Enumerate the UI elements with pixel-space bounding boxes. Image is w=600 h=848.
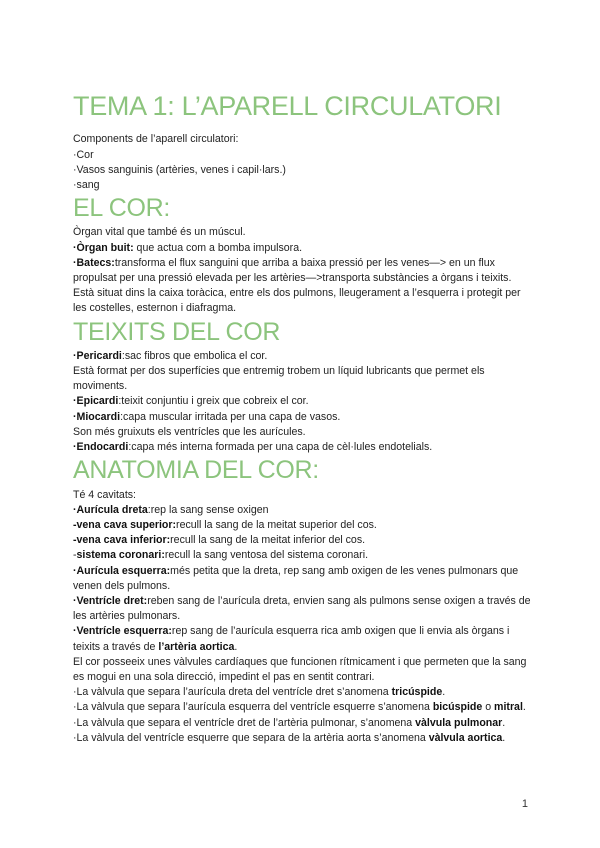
paragraph bbox=[73, 564, 533, 594]
bold-term: vàlvula aortica bbox=[428, 731, 503, 744]
paragraph bbox=[73, 349, 533, 364]
term: ·Ventrícle dret: bbox=[73, 594, 148, 607]
page-number: 1 bbox=[521, 798, 528, 810]
dash: - bbox=[73, 549, 77, 562]
term: ·Pericardi bbox=[73, 349, 122, 362]
connector: o bbox=[482, 701, 495, 714]
paragraph bbox=[73, 548, 533, 563]
paragraph bbox=[73, 394, 533, 409]
sentence: ·La vàlvula del ventrícle esquerre que separa de la artèria aorta s’anomena bbox=[73, 731, 429, 744]
paragraph bbox=[73, 241, 533, 256]
paragraph bbox=[73, 624, 533, 654]
heading-anatomia: ANATOMIA DEL COR: bbox=[73, 456, 319, 485]
term: -vena cava inferior: bbox=[73, 534, 171, 547]
definition: :capa muscular irritada per una capa de vasos. bbox=[120, 410, 341, 423]
definition: :capa més interna formada per una capa de cèl·lules endotelials. bbox=[128, 441, 433, 454]
paragraph bbox=[73, 716, 533, 731]
definition: recull la sang de la meitat inferior del cos. bbox=[170, 534, 366, 547]
punct: . bbox=[522, 701, 526, 714]
sentence: ·La vàlvula que separa el ventrícle dret de l’artèria pulmonar, s’anomena bbox=[73, 716, 416, 729]
list-item: ·sang bbox=[73, 178, 100, 191]
paragraph bbox=[73, 440, 533, 455]
intro-lead: Components de l’aparell circulatori: bbox=[73, 133, 239, 146]
paragraph bbox=[73, 700, 533, 715]
term: ·Batecs: bbox=[73, 256, 115, 269]
bold-term: l’artèria aortica bbox=[158, 640, 235, 653]
term: ·Aurícula esquerra: bbox=[73, 564, 171, 577]
definition: rep sang de l’aurícula esquerra rica amb oxigen que li envia als òrgans i teixits a través de bbox=[73, 625, 510, 653]
bold-term: tricúspide bbox=[391, 686, 443, 699]
definition: recull la sang ventosa del sistema coronari. bbox=[164, 549, 369, 562]
punct: . bbox=[502, 731, 506, 744]
definition: transforma el flux sanguini que arriba a baixa pressió per les venes—> en un flux propulsat per una pressió elevada per les artèries—>transporta substàncies a òrgans i teixits. bbox=[73, 256, 512, 285]
components-list bbox=[73, 148, 533, 194]
definition: :sac fibros que embolica el cor. bbox=[121, 349, 268, 362]
definition: :teixit conjuntiu i greix que cobreix el cor. bbox=[118, 395, 309, 408]
sentence: ·La vàlvula que separa l’aurícula esquerra del ventrícle esquerre s’anomena bbox=[73, 701, 433, 714]
term: ·Epicardi bbox=[73, 395, 119, 408]
bold-term: vàlvula pulmonar bbox=[415, 716, 503, 729]
list-item: ·Cor bbox=[73, 148, 94, 161]
paragraph bbox=[73, 594, 533, 624]
paragraph: Òrgan vital que també és un múscul. bbox=[73, 226, 246, 239]
page-content bbox=[73, 92, 533, 746]
sentence: ·La vàlvula que separa l’aurícula dreta del ventrícle dret s’anomena bbox=[73, 686, 392, 699]
punct: . bbox=[502, 716, 506, 729]
punct: . bbox=[234, 640, 238, 653]
paragraph bbox=[73, 256, 533, 286]
term: -vena cava superior: bbox=[73, 518, 177, 531]
punct: . bbox=[442, 686, 446, 699]
term: ·Miocardi bbox=[73, 410, 121, 423]
term: sistema coronari: bbox=[76, 549, 165, 562]
paragraph bbox=[73, 518, 533, 533]
definition: reben sang de l’aurícula dreta, envien sang als pulmons sense oxigen a través de les artèries pulmonars. bbox=[73, 594, 531, 623]
bold-term: mitral bbox=[494, 701, 523, 714]
term: ·Endocardi bbox=[73, 441, 129, 454]
paragraph: Està situat dins la caixa toràcica, entre els dos pulmons, lleugerament a l’esquerra i protegit per les costelles, esternon i diafragma. bbox=[73, 287, 521, 315]
definition: :rep la sang sense oxigen bbox=[147, 503, 269, 516]
document-title: TEMA 1: L’APARELL CIRCULATORI bbox=[73, 91, 502, 121]
heading-teixits: TEIXITS DEL COR bbox=[73, 317, 281, 346]
term: ·Aurícula dreta bbox=[73, 503, 148, 516]
paragraph: El cor posseeix unes vàlvules cardíaques que funcionen rítmicament i que permeten que la sang es mogui en una sola direcció, impedint el pas en sentit contrari. bbox=[73, 655, 527, 683]
bold-term: bicúspide bbox=[432, 701, 483, 714]
term: ·Òrgan buit: bbox=[73, 241, 134, 254]
paragraph: Té 4 cavitats: bbox=[73, 488, 136, 501]
paragraph bbox=[73, 533, 533, 548]
paragraph bbox=[73, 503, 533, 518]
list-item: ·Vasos sanguinis (artèries, venes i capil·lars.) bbox=[73, 163, 286, 176]
paragraph bbox=[73, 731, 533, 746]
definition: més petita que la dreta, rep sang amb oxigen de les venes pulmonars que venen dels pulmons. bbox=[73, 564, 519, 592]
paragraph bbox=[73, 685, 533, 700]
paragraph bbox=[73, 410, 533, 425]
term: ·Ventrícle esquerra: bbox=[73, 625, 172, 638]
heading-el-cor: EL COR: bbox=[73, 194, 170, 223]
definition: que actua com a bomba impulsora. bbox=[133, 241, 303, 254]
paragraph: Son més gruixuts els ventrícles que les aurícules. bbox=[73, 425, 306, 438]
definition: recull la sang de la meitat superior del cos. bbox=[176, 518, 377, 531]
paragraph: Està format per dos superfícies que entremig trobem un líquid lubricants que permet els moviments. bbox=[73, 365, 485, 393]
